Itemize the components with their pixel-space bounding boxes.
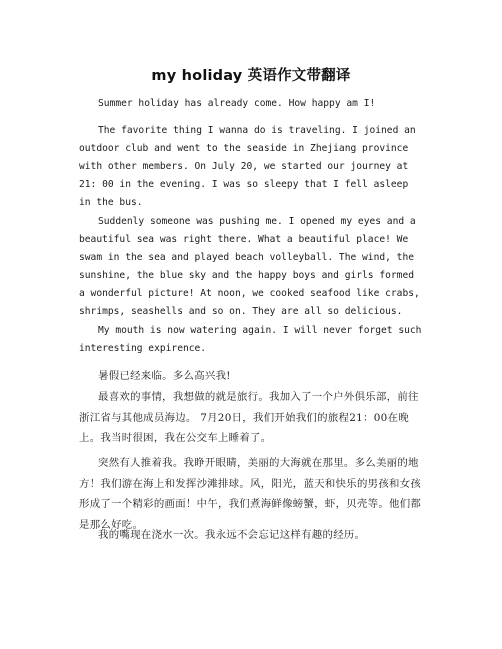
english-paragraph-1: Summer holiday has already come. How happy am I! bbox=[98, 98, 376, 109]
chinese-paragraph-1: 暑假已经来临。多么高兴我! bbox=[98, 370, 231, 382]
chinese-paragraph-4: 我的嘴现在浇水一次。我永远不会忘记这样有趣的经历。 bbox=[98, 529, 366, 541]
chinese-paragraph-3: 突然有人推着我。我睁开眼睛，美丽的大海就在那里。多么美丽的地方！我们游在海上和发挥沙滩排球。风，阳光，蓝天和快乐的男孩和女孩形成了一个精彩的画面！中午，我们煮海鲜像螃蟹，虾，贝壳等。他们都是那么好吃。 bbox=[79, 457, 422, 531]
english-paragraph-3: Suddenly someone was pushing me. I opened my eyes and a beautiful sea was right there. What a beautiful place! We swam in the sea and played beach volleyball. The wind, the sunshine, the blue sky and the happy boys and girls formed a wonderful picture! At noon, we cooked seafood like crabs, shrimps, seashells and so on. They are all so delicious. bbox=[79, 216, 420, 317]
document-title: my holiday 英语作文带翻译 bbox=[151, 68, 351, 84]
english-paragraph-2: The favorite thing I wanna do is traveling. I joined an outdoor club and went to the seaside in Zhejiang province with other members. On July 20, we started our journey at 21: 00 in the evening. I was so sleepy that I fell asleep in the bus. bbox=[79, 125, 416, 208]
chinese-paragraph-2: 最喜欢的事情，我想做的就是旅行。我加入了一个户外俱乐部，前往浙江省与其他成员海边。 7月20日，我们开始我们的旅程21：00在晚上。我当时很困，我在公交车上睡着了。 bbox=[79, 391, 419, 444]
english-paragraph-4: My mouth is now watering again. I will never forget such interesting expirence. bbox=[79, 325, 422, 354]
